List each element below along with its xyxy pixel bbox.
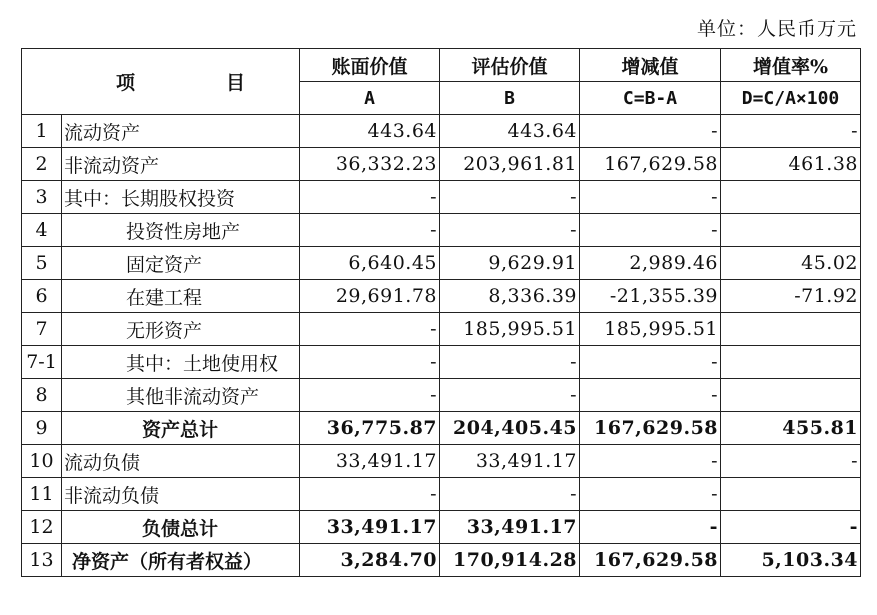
row-index: 11 [22, 478, 62, 511]
row-item-name: 流动负债 [62, 445, 300, 478]
row-index: 6 [22, 280, 62, 313]
change-value-cell: - [580, 181, 721, 214]
table-row [22, 346, 861, 379]
growth-rate-cell [721, 214, 861, 247]
change-value-cell: -21,355.39 [580, 280, 721, 313]
row-index: 12 [22, 511, 62, 544]
change-value-cell: 185,995.51 [580, 313, 721, 346]
growth-rate-cell [721, 346, 861, 379]
row-item-name: 流动资产 [62, 115, 300, 148]
table-row [22, 544, 861, 577]
book-value-cell: 33,491.17 [300, 511, 440, 544]
appraised-value-cell: 33,491.17 [440, 511, 580, 544]
item-header-char-2: 目 [226, 72, 246, 94]
growth-rate-cell: - [721, 445, 861, 478]
book-value-cell: 6,640.45 [300, 247, 440, 280]
table-row [22, 115, 861, 148]
book-value-cell: 443.64 [300, 115, 440, 148]
table-row [22, 247, 861, 280]
row-item-name: 其他非流动资产 [62, 379, 300, 412]
book-value-cell: 33,491.17 [300, 445, 440, 478]
appraised-value-cell: 203,961.81 [440, 148, 580, 181]
change-value-cell: - [580, 115, 721, 148]
appraised-value-cell: 204,405.45 [440, 412, 580, 445]
table-row [22, 148, 861, 181]
valuation-table [21, 48, 861, 577]
row-index: 13 [22, 544, 62, 577]
row-index: 7-1 [22, 346, 62, 379]
item-header-char-1: 项 [116, 72, 136, 94]
appraised-value-cell: 443.64 [440, 115, 580, 148]
growth-rate-cell: 455.81 [721, 412, 861, 445]
change-value-cell: 167,629.58 [580, 148, 721, 181]
row-item-name: 资产总计 [62, 412, 300, 445]
table-row [22, 445, 861, 478]
appraised-value-cell: - [440, 346, 580, 379]
row-index: 10 [22, 445, 62, 478]
growth-rate-cell [721, 313, 861, 346]
table-row [22, 478, 861, 511]
change-value-cell: - [580, 214, 721, 247]
row-item-name: 非流动负债 [62, 478, 300, 511]
row-item-name: 其中：土地使用权 [62, 346, 300, 379]
row-index: 9 [22, 412, 62, 445]
book-value-cell: - [300, 346, 440, 379]
change-value-cell: - [580, 346, 721, 379]
appraised-value-cell: 8,336.39 [440, 280, 580, 313]
table-row [22, 280, 861, 313]
book-value-cell: - [300, 214, 440, 247]
book-value-cell: 3,284.70 [300, 544, 440, 577]
table-row [22, 313, 861, 346]
appraised-value-cell: - [440, 379, 580, 412]
row-item-name: 其中：长期股权投资 [62, 181, 300, 214]
row-item-name: 非流动资产 [62, 148, 300, 181]
table-row [22, 379, 861, 412]
change-value-cell: - [580, 478, 721, 511]
growth-rate-cell [721, 379, 861, 412]
growth-rate-formula: D=C/A×100 [721, 82, 861, 115]
row-item-name: 负债总计 [62, 511, 300, 544]
growth-rate-cell: 45.02 [721, 247, 861, 280]
row-item-name: 净资产（所有者权益） [62, 544, 300, 577]
book-value-cell: - [300, 478, 440, 511]
item-column-header [22, 49, 300, 115]
growth-rate-cell: -71.92 [721, 280, 861, 313]
row-index: 1 [22, 115, 62, 148]
appraised-value-cell: - [440, 478, 580, 511]
row-index: 2 [22, 148, 62, 181]
table-row [22, 214, 861, 247]
row-index: 7 [22, 313, 62, 346]
growth-rate-cell: - [721, 511, 861, 544]
growth-rate-header: 增值率% [721, 49, 861, 82]
row-index: 8 [22, 379, 62, 412]
book-value-cell: - [300, 181, 440, 214]
change-value-cell: - [580, 511, 721, 544]
row-item-name: 固定资产 [62, 247, 300, 280]
appraised-value-cell: 9,629.91 [440, 247, 580, 280]
change-value-cell: - [580, 379, 721, 412]
change-value-cell: 2,989.46 [580, 247, 721, 280]
growth-rate-cell [721, 478, 861, 511]
book-value-header: 账面价值 [300, 49, 440, 82]
table-row [22, 511, 861, 544]
appraised-value-header: 评估价值 [440, 49, 580, 82]
appraised-value-formula: B [440, 82, 580, 115]
unit-label: 单位：人民币万元 [696, 18, 857, 40]
change-value-cell: 167,629.58 [580, 412, 721, 445]
row-index: 4 [22, 214, 62, 247]
growth-rate-cell [721, 181, 861, 214]
book-value-cell: - [300, 379, 440, 412]
row-item-name: 无形资产 [62, 313, 300, 346]
header-row-titles [22, 49, 861, 82]
book-value-cell: 29,691.78 [300, 280, 440, 313]
appraised-value-cell: 170,914.28 [440, 544, 580, 577]
book-value-cell: 36,775.87 [300, 412, 440, 445]
appraised-value-cell: 33,491.17 [440, 445, 580, 478]
book-value-cell: 36,332.23 [300, 148, 440, 181]
table-row [22, 181, 861, 214]
growth-rate-cell: 461.38 [721, 148, 861, 181]
table-row [22, 412, 861, 445]
growth-rate-cell: - [721, 115, 861, 148]
book-value-formula: A [300, 82, 440, 115]
growth-rate-cell: 5,103.34 [721, 544, 861, 577]
change-value-formula: C=B-A [580, 82, 721, 115]
appraised-value-cell: - [440, 214, 580, 247]
change-value-cell: 167,629.58 [580, 544, 721, 577]
row-item-name: 投资性房地产 [62, 214, 300, 247]
appraised-value-cell: 185,995.51 [440, 313, 580, 346]
appraised-value-cell: - [440, 181, 580, 214]
row-index: 3 [22, 181, 62, 214]
book-value-cell: - [300, 313, 440, 346]
change-value-cell: - [580, 445, 721, 478]
change-value-header: 增减值 [580, 49, 721, 82]
row-item-name: 在建工程 [62, 280, 300, 313]
row-index: 5 [22, 247, 62, 280]
